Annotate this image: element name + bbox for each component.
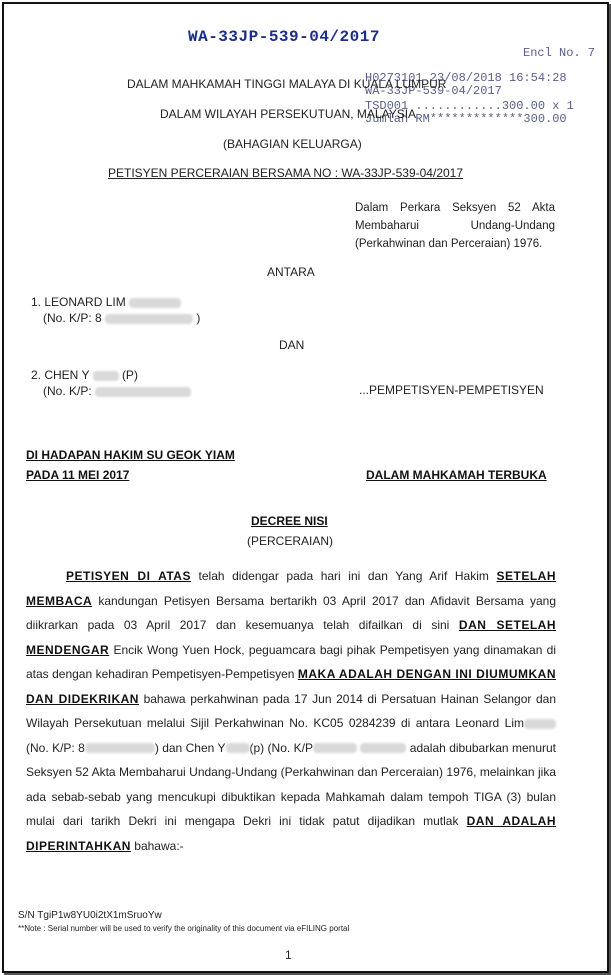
document-page	[2, 2, 609, 973]
petitioners-label: ...PEMPETISYEN-PEMPETISYEN	[359, 383, 544, 397]
body-text-7: (p) (No. K/P	[249, 740, 313, 755]
open-court-label: DALAM MAHKAMAH TERBUKA	[366, 468, 547, 482]
redacted-id	[85, 743, 155, 753]
serial-note: **Note : Serial number will be used to verify the originality of this document via eFILING portal	[18, 924, 350, 933]
serial-number: S/N TgiP1w8YU0i2tX1mSruoYw	[18, 910, 162, 921]
body-text-5: (No. K/P: 8	[26, 740, 85, 755]
redacted-name	[524, 719, 556, 729]
body-emphasis-1: PETISYEN DI ATAS	[66, 569, 191, 583]
party-1	[31, 294, 200, 326]
body-text-3: Encik Wong Yuen Hock, peguamcara bagi pihak Pempetisyen yang dinamakan di atas dengan kehadiran Pempetisyen-Pempetisyen	[26, 642, 556, 681]
body-text-9: bahawa:-	[130, 838, 184, 853]
case-number-header: WA-33JP-539-04/2017	[188, 28, 380, 46]
body-emphasis-2: SETELAH MEMBACA	[26, 569, 556, 608]
receipt-stamp-line-3: TSD001 ............300.00 x 1	[365, 99, 574, 113]
body-emphasis-5: DAN ADALAH DIPERINTAHKAN	[26, 814, 557, 853]
decree-body	[26, 564, 556, 858]
body-text-1: telah didengar pada hari ini dan Yang Arif Hakim	[190, 569, 497, 583]
and-label: DAN	[279, 338, 305, 352]
redacted-id	[95, 387, 191, 397]
receipt-stamp-line-1: H0273101 23/08/2018 16:54:28	[365, 71, 567, 85]
judge-line: DI HADAPAN HAKIM SU GEOK YIAM	[26, 448, 235, 462]
body-text-8: adalah dibubarkan menurut Seksyen 52 Akta Membaharui Undang-Undang (Perkahwinan dan Perceraian) 1976, melainkan jika ada sebab-sebab yang mencukupi dibuktikan kepada Mahkamah dalam tempoh TIGA (3) bulan mulai dari tarikh Dekri ini mengapa Dekri ini tidak patut dijadikan mutlak	[26, 740, 556, 828]
party-2	[31, 367, 191, 399]
party-2-name: 2. CHEN Y	[31, 368, 90, 382]
decree-subtitle: (PERCERAIAN)	[247, 534, 334, 548]
party-1-name: 1. LEONARD LIM	[31, 295, 126, 309]
redacted-name	[226, 743, 250, 753]
redacted-name	[129, 298, 181, 308]
body-emphasis-3: DAN SETELAH MENDENGAR	[26, 618, 557, 657]
redacted-id	[105, 314, 193, 324]
redacted-id	[313, 743, 357, 753]
party-1-id: (No. K/P: 8	[43, 311, 102, 325]
court-territory: DALAM WILAYAH PERSEKUTUAN, MALAYSIA	[160, 107, 417, 121]
body-text-6: ) dan Chen Y	[154, 740, 226, 755]
receipt-stamp-line-4: Jumlah RM*************300.00	[365, 112, 567, 126]
between-label: ANTARA	[267, 265, 315, 279]
party-2-suffix: (P)	[121, 368, 138, 382]
court-division: (BAHAGIAN KELUARGA)	[223, 137, 362, 151]
receipt-stamp-line-2: WA-33JP-539-04/2017	[365, 84, 502, 98]
matter-statement: Dalam Perkara Seksyen 52 Akta Membaharui Undang-Undang (Perkahwinan dan Perceraian) 1976.	[355, 202, 555, 250]
body-text-4: bahawa perkahwinan pada 17 Jun 2014 di Persatuan Hainan Selangor dan Wilayah Persekutuan melalui Sijil Perkahwinan No. KC05 0284239 di antara Leonard Lim	[26, 691, 556, 730]
party-2-id: (No. K/P:	[43, 384, 92, 398]
body-text-2: kandungan Petisyen Bersama bertarikh 03 April 2017 dan Afidavit Bersama yang diikrarkan pada 03 April 2017 dan kesemuanya telah difailkan di sini	[26, 593, 556, 632]
page-number: 1	[285, 948, 292, 962]
hearing-date: PADA 11 MEI 2017	[26, 468, 130, 482]
enclosure-number: Encl No. 7	[523, 46, 596, 60]
redacted-name	[93, 371, 119, 381]
decree-title: DECREE NISI	[251, 514, 328, 528]
court-name: DALAM MAHKAMAH TINGGI MALAYA DI KUALA LUMPUR	[127, 77, 447, 91]
petition-title: PETISYEN PERCERAIAN BERSAMA NO : WA-33JP-539-04/2017	[108, 166, 464, 180]
redacted-id	[360, 743, 406, 753]
body-emphasis-4: MAKA ADALAH DENGAN INI DIUMUMKAN DAN DIDEKRIKAN	[26, 667, 556, 706]
party-1-id-close: )	[196, 311, 201, 325]
